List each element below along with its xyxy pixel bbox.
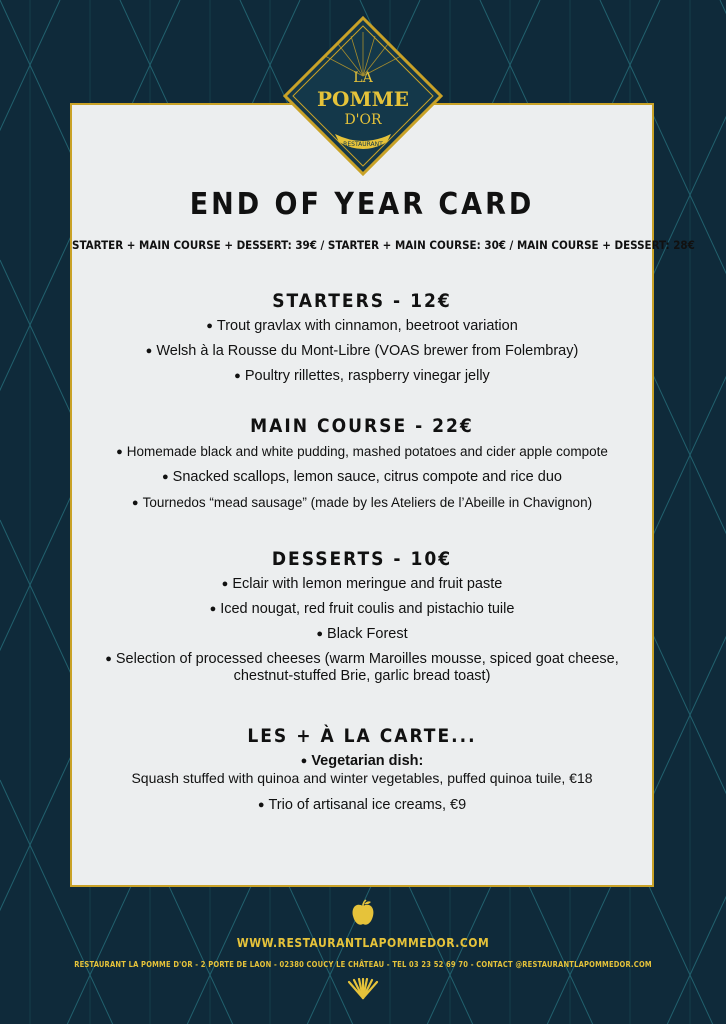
a-la-carte-heading: LES + À LA CARTE... bbox=[247, 725, 477, 747]
dessert-item: ● Black Forest bbox=[316, 626, 408, 642]
starter-item: ● Welsh à la Rousse du Mont-Libre (VOAS brewer from Folembray) bbox=[145, 343, 579, 359]
dessert-item: ● Selection of processed cheeses (warm Maroilles mousse, spiced goat cheese, chestnut-stuffed Brie, garlic bread toast) bbox=[105, 651, 619, 684]
dessert-item: ● Iced nougat, red fruit coulis and pistachio tuile bbox=[209, 601, 515, 617]
main-course-section bbox=[72, 415, 652, 520]
restaurant-logo bbox=[283, 16, 443, 176]
desserts-section bbox=[72, 548, 652, 693]
menu-card bbox=[70, 103, 695, 887]
main-course-item: ● Snacked scallops, lemon sauce, citrus compote and rice duo bbox=[162, 469, 562, 485]
starters-heading: STARTERS - 12€ bbox=[272, 290, 452, 312]
starter-item: ● Poultry rillettes, raspberry vinegar jelly bbox=[234, 368, 490, 384]
dessert-item: ● Eclair with lemon meringue and fruit paste bbox=[221, 576, 503, 592]
starters-section bbox=[72, 290, 652, 393]
main-course-item: ● Homemade black and white pudding, mashed potatoes and cider apple compote bbox=[116, 444, 608, 459]
main-course-heading: MAIN COURSE - 22€ bbox=[250, 415, 474, 437]
vegetarian-label: ● Vegetarian dish: bbox=[300, 753, 424, 769]
menu-title: END OF YEAR CARD bbox=[189, 187, 535, 222]
apple-icon bbox=[351, 899, 375, 927]
main-course-item: ● Tournedos “mead sausage” (made by les Ateliers de l’Abeille in Chavignon) bbox=[131, 495, 593, 510]
vegetarian-dish: Squash stuffed with quinoa and winter vegetables, puffed quinoa tuile, €18 bbox=[131, 770, 593, 786]
logo-ribbon-text: RESTAURANT bbox=[343, 141, 383, 148]
menu-formulas: STARTER + MAIN COURSE + DESSERT: 39€ / STARTER + MAIN COURSE: 30€ / MAIN COURSE + DESSERT: 28€ bbox=[72, 238, 695, 252]
logo-la-text: LA bbox=[353, 70, 373, 86]
logo-dor-text: D'OR bbox=[344, 112, 382, 128]
website-link[interactable]: WWW.RESTAURANTLAPOMMEDOR.COM bbox=[236, 936, 490, 950]
fan-ornament-icon bbox=[346, 978, 380, 1000]
starter-item: ● Trout gravlax with cinnamon, beetroot variation bbox=[206, 318, 518, 334]
logo-pomme-text: POMME bbox=[317, 87, 409, 111]
ice-cream-item: ● Trio of artisanal ice creams, €9 bbox=[257, 797, 467, 813]
a-la-carte-section bbox=[72, 725, 652, 822]
footer-address: RESTAURANT LA POMME D'OR - 2 PORTE DE LAON - 02380 COUCY LE CHÂTEAU - TEL 03 23 52 69 70 - CONTACT @RESTAURANTLAPOMMEDOR.COM bbox=[74, 960, 652, 969]
desserts-heading: DESSERTS - 10€ bbox=[271, 548, 453, 570]
